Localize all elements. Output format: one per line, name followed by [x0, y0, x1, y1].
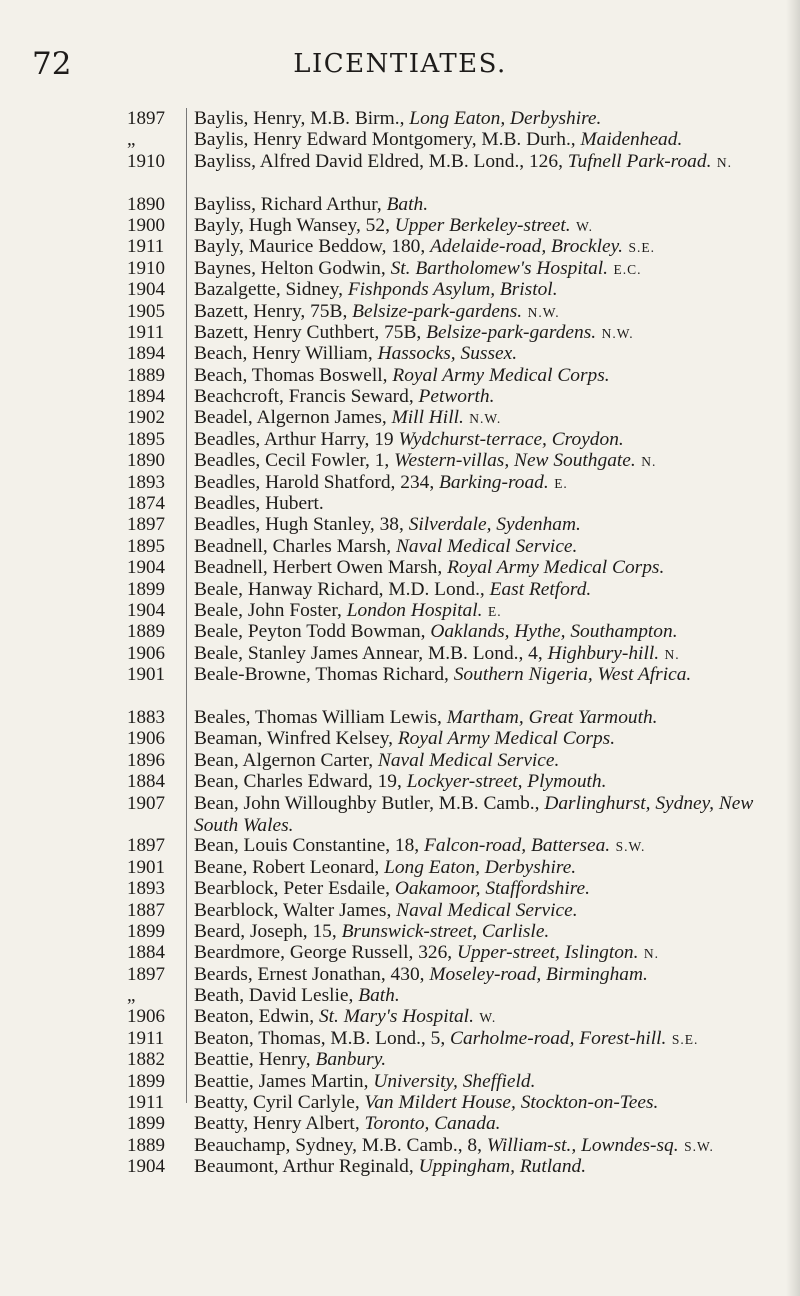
entry-text	[194, 129, 796, 151]
entry-place: Barking-road.	[439, 471, 549, 493]
entry-text	[194, 258, 796, 280]
list-item	[0, 514, 800, 535]
entry-name: Beatty, Cyril Carlyle,	[194, 1092, 365, 1114]
entry-name: Beane, Robert Leonard,	[194, 856, 385, 878]
entry-place: Petworth.	[418, 386, 495, 408]
entry-text	[194, 536, 796, 558]
entry-year: 1895	[127, 535, 165, 557]
list-item	[0, 194, 800, 215]
entry-year: 1899	[127, 920, 165, 942]
entry-name: Beaton, Edwin,	[194, 1006, 319, 1028]
entry-year: 1893	[127, 878, 165, 900]
entry-district: N.W.	[601, 325, 634, 341]
entry-district: S.E.	[671, 1031, 699, 1047]
entry-year: 1910	[127, 150, 165, 172]
entry-year: 1882	[127, 1049, 165, 1071]
entry-district: S.E.	[628, 240, 655, 256]
list-item	[0, 1135, 800, 1156]
entry-year: 1897	[127, 835, 165, 857]
entry-text	[194, 279, 796, 301]
entry-place: Martham, Great Yarmouth.	[446, 706, 658, 728]
list-item	[0, 942, 800, 963]
entry-place: Carholme-road, Forest-hill.	[450, 1027, 667, 1049]
entry-place: Toronto, Canada.	[364, 1113, 501, 1135]
entry-text	[194, 151, 796, 173]
entry-name: Beach, Thomas Boswell,	[194, 364, 393, 386]
list-item	[0, 707, 800, 728]
entry-year: 1911	[127, 321, 165, 343]
entry-name: Beadles, Harold Shatford, 234,	[194, 471, 440, 493]
entry-name: Beale, Hanway Richard, M.D. Lond.,	[194, 578, 490, 600]
entry-text	[194, 557, 796, 579]
list-item	[0, 1006, 800, 1027]
list-item	[0, 600, 800, 621]
entry-year: 1899	[127, 1113, 165, 1135]
list-item	[0, 129, 800, 150]
entry-place: Mill Hill.	[391, 407, 464, 429]
entry-year: „	[127, 129, 136, 151]
entry-name: Beadles, Arthur Harry, 19	[194, 428, 399, 450]
entry-year: 1896	[127, 749, 165, 771]
entry-name: Beadles, Hugh Stanley, 38,	[194, 514, 409, 536]
entry-place: Long Eaton, Derbyshire.	[409, 108, 602, 129]
entry-name: Beale, Stanley James Annear, M.B. Lond., 4,	[194, 642, 548, 664]
entry-place: Maidenhead.	[580, 129, 683, 151]
entry-text	[194, 472, 796, 494]
entry-text	[194, 1113, 796, 1135]
entry-year: 1894	[127, 386, 165, 408]
entry-text	[194, 1006, 796, 1028]
entry-name: Bean, Louis Constantine, 18,	[194, 835, 424, 857]
entry-place: Falcon-road, Battersea.	[423, 835, 611, 857]
list-item	[0, 151, 800, 194]
entry-name: Beath, David Leslie,	[194, 985, 359, 1007]
entry-text	[194, 301, 796, 323]
list-item	[0, 1113, 800, 1134]
entry-place: Moseley-road, Birmingham.	[429, 963, 648, 985]
entry-year: 1874	[127, 493, 165, 515]
entry-name: Beards, Ernest Jonathan, 430,	[194, 963, 430, 985]
entry-year: 1906	[127, 728, 165, 750]
list-item	[0, 429, 800, 450]
list-item	[0, 557, 800, 578]
entry-year: 1890	[127, 450, 165, 472]
entry-year: 1910	[127, 257, 165, 279]
entry-text	[194, 600, 796, 622]
entry-district: N.W.	[469, 411, 502, 427]
entry-text	[194, 900, 796, 922]
entry-text	[194, 579, 796, 601]
entry-text	[194, 1028, 796, 1050]
entry-name: Bayly, Hugh Wansey, 52,	[194, 214, 395, 236]
entry-place: Oaklands, Hythe, Southampton.	[430, 621, 678, 643]
entry-place: Naval Medical Service.	[395, 535, 578, 557]
entry-district: N.	[716, 154, 733, 170]
entry-year: 1904	[127, 1156, 165, 1178]
entry-district: E.C.	[613, 261, 642, 277]
entry-text	[194, 835, 796, 857]
entry-district: S.W.	[684, 1138, 714, 1154]
entry-name: Bearblock, Peter Esdaile,	[194, 878, 395, 900]
entry-text	[194, 793, 796, 838]
entry-year: 1911	[127, 236, 165, 258]
entry-name: Bearblock, Walter James,	[194, 899, 397, 921]
list-item	[0, 322, 800, 343]
entry-year: 1900	[127, 214, 165, 236]
page-number: 72	[32, 46, 72, 82]
entry-place: Naval Medical Service.	[396, 899, 578, 921]
entry-name: Beattie, James Martin,	[194, 1070, 374, 1092]
entry-place: Lockyer-street, Plymouth.	[406, 771, 607, 793]
entry-place: Long Eaton, Derbyshire.	[384, 856, 577, 878]
entry-place: Royal Army Medical Corps.	[397, 728, 616, 750]
entry-place: Belsize-park-gardens.	[426, 321, 597, 343]
entry-text	[194, 1135, 796, 1157]
entry-text	[194, 429, 796, 451]
entry-year: 1897	[127, 108, 165, 129]
list-item	[0, 472, 800, 493]
entry-text	[194, 215, 796, 237]
entry-name: Bean, Algernon Carter,	[194, 749, 378, 771]
entry-year: 1906	[127, 1006, 165, 1028]
entry-district: N.	[664, 646, 680, 662]
entry-year: 1889	[127, 1134, 165, 1156]
entry-name: Beattie, Henry,	[194, 1049, 316, 1071]
entry-text	[194, 985, 796, 1007]
entry-place: Brunswick-street, Carlisle.	[341, 920, 550, 942]
entry-text	[194, 407, 796, 429]
list-item	[0, 964, 800, 985]
list-item	[0, 536, 800, 557]
entry-place: Wydchurst-terrace, Croydon.	[398, 428, 624, 450]
entry-place: University, Sheffield.	[373, 1070, 536, 1092]
entry-place: Upper Berkeley-street.	[394, 214, 571, 236]
list-item	[0, 365, 800, 386]
entry-place: East Retford.	[489, 578, 592, 600]
entry-name: Beadnell, Herbert Owen Marsh,	[194, 557, 448, 579]
entry-name: Baylis, Henry Edward Montgomery, M.B. Durh.,	[194, 129, 581, 151]
entry-name: Bazett, Henry Cuthbert, 75B,	[194, 321, 427, 343]
entry-text	[194, 621, 796, 643]
entry-place: St. Mary's Hospital.	[318, 1006, 474, 1028]
list-item	[0, 921, 800, 942]
entry-place: Bath.	[358, 985, 400, 1007]
entry-place: Upper-street, Islington.	[456, 942, 639, 964]
entry-year: 1904	[127, 600, 165, 621]
list-item	[0, 258, 800, 279]
entry-year: 1899	[127, 578, 165, 600]
entry-name: Beales, Thomas William Lewis,	[194, 706, 447, 728]
entry-name: Bayly, Maurice Beddow, 180,	[194, 236, 431, 258]
entry-text	[194, 728, 796, 750]
list-item	[0, 643, 800, 664]
entry-name: Beale-Browne, Thomas Richard,	[194, 664, 454, 686]
entry-year: 1911	[127, 1092, 165, 1114]
entry-year: 1904	[127, 557, 165, 579]
entry-name: Bean, Charles Edward, 19,	[194, 771, 407, 793]
list-item	[0, 1092, 800, 1113]
entry-text	[194, 194, 796, 216]
entry-text	[194, 450, 796, 472]
entry-year: 1890	[127, 193, 165, 215]
entry-text	[194, 1049, 796, 1071]
entry-text	[194, 493, 796, 515]
list-item	[0, 835, 800, 856]
entry-year: 1899	[127, 1070, 165, 1092]
list-item	[0, 1156, 800, 1177]
entry-name: Bazalgette, Sidney,	[194, 279, 348, 301]
entry-name: Beaman, Winfred Kelsey,	[194, 728, 398, 750]
entry-place: St. Bartholomew's Hospital.	[390, 257, 609, 279]
entry-year: 1901	[127, 856, 165, 878]
entry-name: Beard, Joseph, 15,	[194, 920, 342, 942]
list-item	[0, 301, 800, 322]
entry-text	[194, 108, 796, 130]
entry-place: Fishponds Asylum, Bristol.	[347, 279, 558, 301]
entry-year: 1889	[127, 364, 165, 386]
list-item	[0, 279, 800, 300]
list-item	[0, 771, 800, 792]
entry-year: 1902	[127, 407, 165, 429]
entry-place: Banbury.	[315, 1049, 387, 1071]
entry-place: Adelaide-road, Brockley.	[430, 236, 624, 258]
entry-name: Beach, Henry William,	[194, 343, 378, 365]
entry-text	[194, 857, 796, 879]
entry-text	[194, 707, 796, 729]
entry-name: Beauchamp, Sydney, M.B. Camb., 8,	[194, 1134, 487, 1156]
entry-name: Beatty, Henry Albert,	[194, 1113, 365, 1135]
entry-year: 1884	[127, 942, 165, 964]
entry-name: Beadel, Algernon James,	[194, 407, 392, 429]
entry-year: 1884	[127, 771, 165, 793]
entry-text	[194, 921, 796, 943]
list-item	[0, 386, 800, 407]
entry-name: Bayliss, Alfred David Eldred, M.B. Lond., 126,	[194, 150, 568, 172]
entry-text	[194, 964, 796, 986]
entry-name: Beadnell, Charles Marsh,	[194, 535, 396, 557]
list-item	[0, 728, 800, 749]
entry-name: Beardmore, George Russell, 326,	[194, 942, 457, 964]
entry-year: 1905	[127, 300, 165, 322]
entry-place: Southern Nigeria, West Africa.	[453, 664, 692, 686]
list-item	[0, 664, 800, 707]
entry-year: „	[127, 985, 136, 1007]
entry-district: E.	[487, 604, 502, 619]
entry-name: Beachcroft, Francis Seward,	[194, 386, 419, 408]
entry-text	[194, 664, 796, 686]
entry-place: Van Mildert House, Stockton-on-Tees.	[364, 1092, 659, 1114]
entry-year: 1894	[127, 343, 165, 365]
entry-year: 1907	[127, 792, 165, 814]
entry-year: 1883	[127, 706, 165, 728]
entry-district: N.	[641, 454, 657, 470]
list-item	[0, 1028, 800, 1049]
list-item	[0, 215, 800, 236]
entry-place: Hassocks, Sussex.	[377, 343, 518, 365]
entry-text	[194, 750, 796, 772]
entry-place: Tufnell Park-road.	[567, 150, 712, 172]
entry-place: Belsize-park-gardens.	[352, 300, 523, 322]
list-item	[0, 900, 800, 921]
list-item	[0, 750, 800, 771]
entry-district: N.W.	[527, 304, 560, 320]
list-item	[0, 985, 800, 1006]
entry-text	[194, 343, 796, 365]
entry-text	[194, 365, 796, 387]
entry-year: 1897	[127, 963, 165, 985]
entry-year: 1893	[127, 471, 165, 493]
entry-place: Uppingham, Rutland.	[418, 1156, 587, 1178]
entry-place: Oakamoor, Staffordshire.	[394, 878, 591, 900]
list-item	[0, 493, 800, 514]
entry-place: Royal Army Medical Corps.	[392, 364, 610, 386]
entry-name: Bayliss, Richard Arthur,	[194, 193, 387, 215]
list-item	[0, 579, 800, 600]
entry-year: 1895	[127, 428, 165, 450]
entry-year: 1904	[127, 279, 165, 301]
entry-name: Beale, John Foster,	[194, 600, 347, 621]
entry-text	[194, 771, 796, 793]
list-item	[0, 343, 800, 364]
entry-district: S.W.	[615, 839, 646, 855]
entry-text	[194, 878, 796, 900]
entry-place: William-st., Lowndes-sq.	[486, 1134, 679, 1156]
list-item	[0, 793, 800, 836]
entry-text	[194, 1092, 796, 1114]
entry-name: Beaumont, Arthur Reginald,	[194, 1156, 419, 1178]
entry-text	[194, 322, 796, 344]
list-item	[0, 1071, 800, 1092]
entry-place: Bath.	[386, 193, 429, 215]
entry-text	[194, 1071, 796, 1093]
list-item	[0, 108, 800, 129]
list-item	[0, 621, 800, 642]
entry-text	[194, 942, 796, 964]
list-item	[0, 857, 800, 878]
entry-text	[194, 236, 796, 258]
entry-name: Beadles, Hubert.	[194, 493, 324, 515]
list-item	[0, 878, 800, 899]
entry-district: E.	[554, 475, 568, 491]
entry-year: 1901	[127, 664, 165, 686]
entry-place: Naval Medical Service.	[377, 749, 560, 771]
entry-place: Western-villas, New Southgate.	[394, 450, 636, 472]
list-item	[0, 1049, 800, 1070]
entry-place: London Hospital.	[346, 600, 483, 621]
running-head: LICENTIATES.	[293, 49, 507, 79]
entry-year: 1911	[127, 1027, 165, 1049]
list-item	[0, 450, 800, 471]
entry-district: W.	[576, 218, 593, 234]
entry-district: W.	[479, 1010, 497, 1026]
entry-name: Bean, John Willoughby Butler, M.B. Camb.,	[194, 792, 545, 814]
entry-year: 1906	[127, 642, 165, 664]
entry-text	[194, 514, 796, 536]
entry-place: Royal Army Medical Corps.	[447, 557, 665, 579]
entry-year: 1897	[127, 514, 165, 536]
entry-name: Beale, Peyton Todd Bowman,	[194, 621, 431, 643]
entry-place: Highbury-hill.	[547, 642, 660, 664]
entry-name: Bazett, Henry, 75B,	[194, 300, 353, 322]
page-header	[0, 44, 800, 84]
entry-district: N.	[643, 946, 660, 962]
entry-text	[194, 1156, 796, 1178]
licentiates-list	[0, 108, 800, 1178]
list-item	[0, 407, 800, 428]
entry-name: Beaton, Thomas, M.B. Lond., 5,	[194, 1027, 451, 1049]
entry-name: Baynes, Helton Godwin,	[194, 257, 391, 279]
list-item	[0, 236, 800, 257]
entry-place: Darlinghurst, Sydney, New South Wales.	[194, 792, 754, 836]
entry-text	[194, 643, 796, 665]
entry-year: 1889	[127, 621, 165, 643]
entry-name: Baylis, Henry, M.B. Birm.,	[194, 108, 410, 129]
entry-name: Beadles, Cecil Fowler, 1,	[194, 450, 395, 472]
entry-place: Silverdale, Sydenham.	[408, 514, 581, 536]
entry-year: 1887	[127, 899, 165, 921]
entry-text	[194, 386, 796, 408]
